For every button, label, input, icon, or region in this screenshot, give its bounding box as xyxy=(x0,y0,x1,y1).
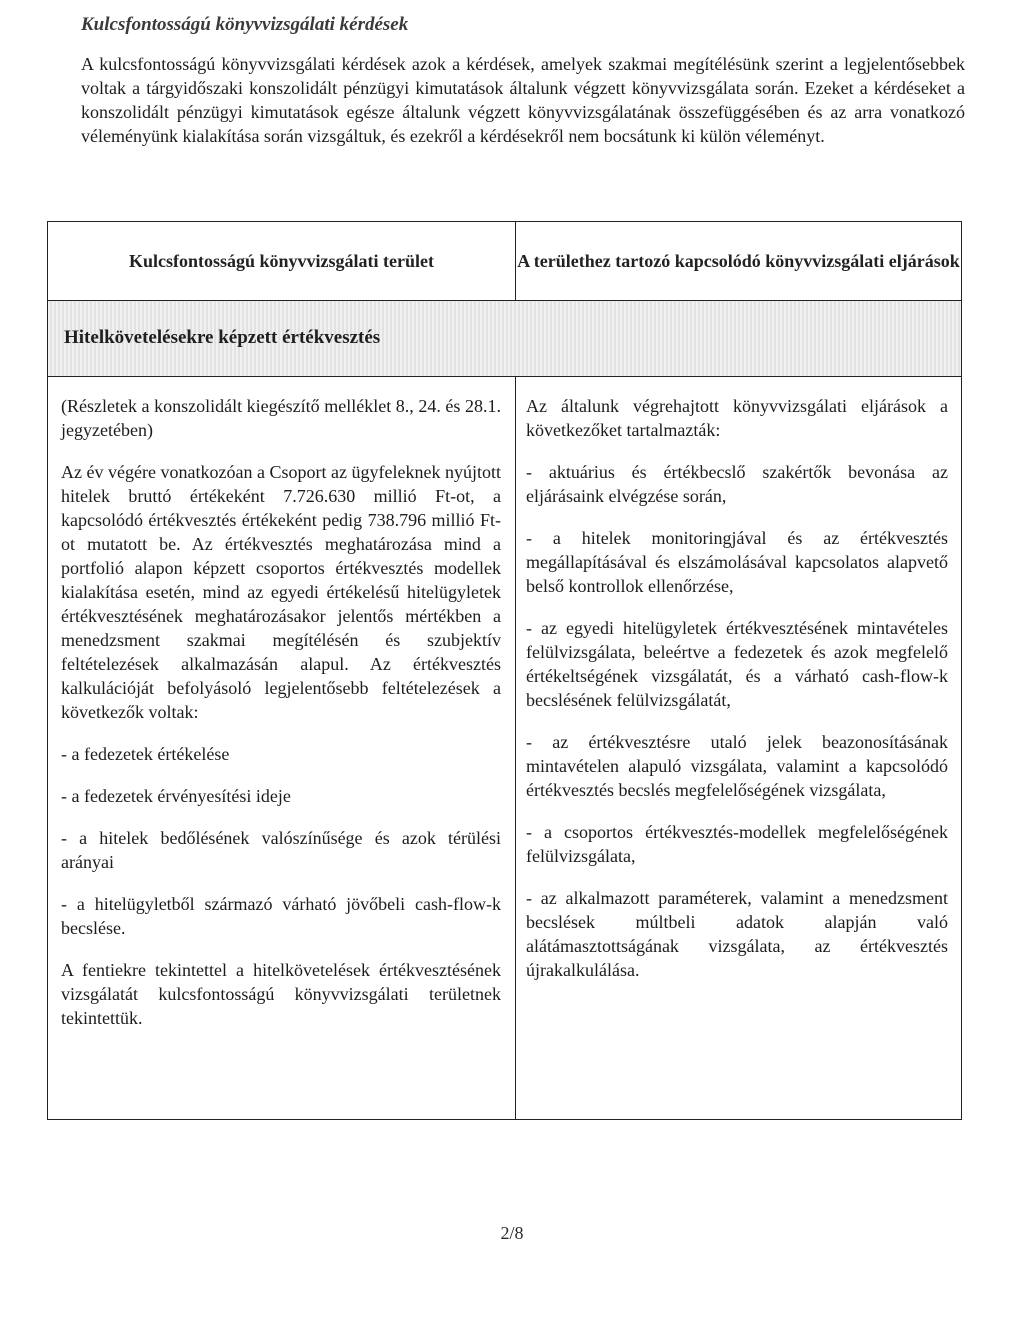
matter-title-row xyxy=(48,300,961,377)
list-item: - a hitelügyletből származó várható jövőbeli cash-flow-k becslése. xyxy=(61,894,501,938)
list-item: Az általunk végrehajtott könyvvizsgálati eljárások a következőket tartalmazták: xyxy=(526,396,948,440)
table-header-left: Kulcsfontosságú könyvvizsgálati terület xyxy=(128,251,434,271)
audit-procedures-cell xyxy=(526,394,948,1000)
list-item: - a hitelek bedőlésének valószínűsége és azok térülési arányai xyxy=(61,828,501,872)
key-audit-matters-table xyxy=(47,221,962,1120)
list-item: (Részletek a konszolidált kiegészítő melléklet 8., 24. és 28.1. jegyzetében) xyxy=(61,396,501,440)
column-divider xyxy=(515,377,516,1119)
list-item: - a hitelek monitoringjával és az értékvesztés megállapításával és elszámolásával kapcsolatos alapvető belső kontrollok ellenőrzése, xyxy=(526,528,948,596)
list-item: - a fedezetek érvényesítési ideje xyxy=(61,786,291,806)
intro-paragraph: A kulcsfontosságú könyvvizsgálati kérdések azok a kérdések, amelyek szakmai megítélésünk szerint a legjelentősebbek voltak a tárgyidőszaki konszolidált pénzügyi kimutatások általunk végzett könyvvizsgálata során. Ezeket a kérdéseket a konszolidált pénzügyi kimutatások egésze általunk végzett könyvvizsgálatának összefüggésében és az arra vonatkozó véleményünk kialakítása során vizsgáltuk, és ezekről a kérdésekről nem bocsátunk ki külön véleményt. xyxy=(81,54,965,146)
list-item: Az év végére vonatkozóan a Csoport az ügyfeleknek nyújtott hitelek bruttó értékeként 7.726.630 millió Ft-ot, a kapcsolódó értékvesztés értékeként pedig 738.796 millió Ft-ot mutatott be. Az értékvesztés meghatározása mind a portfolió alapon képzett csoportos értékvesztés modellek kialakítása esetén, mind az egyedi értékelésű hitelügyletek értékvesztésének meghatározásakor jelentős mértékben a menedzsment szakmai megítélésén és szubjektív feltételezések alkalmazásán alapul. Az értékvesztés kalkulációját befolyásoló legjelentősebb feltételezések a következők voltak: xyxy=(61,462,501,722)
list-item: - a csoportos értékvesztés-modellek megfelelőségének felülvizsgálata, xyxy=(526,822,948,866)
list-item: - az értékvesztésre utaló jelek beazonosításának mintavételen alapuló vizsgálata, valamint a kapcsolódó értékvesztés becslés megfelelőségének vizsgálata, xyxy=(526,732,948,800)
matter-description-cell xyxy=(61,394,501,1048)
matter-title: Hitelkövetelésekre képzett értékvesztés xyxy=(64,327,381,348)
table-header-right: A területhez tartozó kapcsolódó könyvvizsgálati eljárások xyxy=(517,251,960,271)
page-number: 2/8 xyxy=(500,1223,524,1243)
section-heading: Kulcsfontosságú könyvvizsgálati kérdések xyxy=(81,14,409,35)
list-item: - az alkalmazott paraméterek, valamint a menedzsment becslések múltbeli adatok alapján való alátámasztottságának vizsgálata, az értékvesztés újrakalkulálása. xyxy=(526,888,948,980)
list-item: - aktuárius és értékbecslő szakértők bevonása az eljárásaink elvégzése során, xyxy=(526,462,948,506)
list-item: - az egyedi hitelügyletek értékvesztésének mintavételes felülvizsgálata, beleértve a fedezetek és azok megfelelő értékeltségének vizsgálatát, és a várható cash-flow-k becslésének felülvizsgálatát, xyxy=(526,618,948,710)
list-item: A fentiekre tekintettel a hitelkövetelések értékvesztésének vizsgálatát kulcsfontosságú könyvvizsgálati területnek tekintettük. xyxy=(61,960,501,1028)
list-item: - a fedezetek értékelése xyxy=(61,744,230,764)
